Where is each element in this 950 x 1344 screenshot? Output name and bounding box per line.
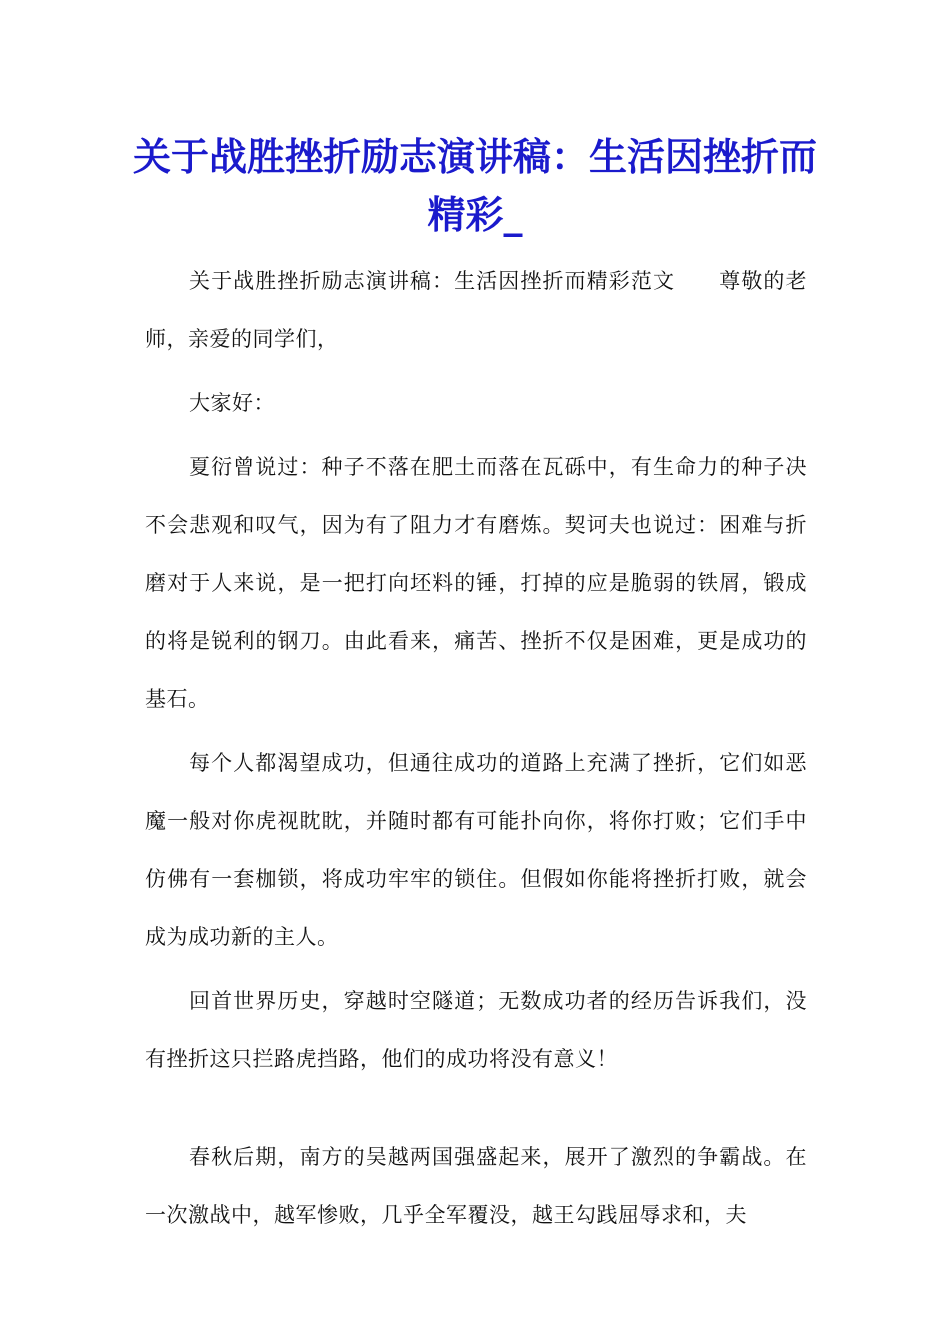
paragraph-intro: 关于战胜挫折励志演讲稿：生活因挫折而精彩范文 尊敬的老师，亲爱的同学们，	[145, 269, 807, 351]
paragraph-greeting: 大家好：	[189, 391, 275, 415]
document-body	[145, 252, 807, 1250]
document-title: 关于战胜挫折励志演讲稿：生活因挫折而精彩_	[132, 134, 817, 237]
paragraph-history: 回首世界历史，穿越时空隧道；无数成功者的经历告诉我们，没有挫折这只拦路虎挡路，他们的成功将没有意义！	[145, 989, 807, 1071]
paragraph-quotes: 夏衍曾说过：种子不落在肥土而落在瓦砾中，有生命力的种子决不会悲观和叹气，因为有了阻力才有磨炼。契诃夫也说过：困难与折磨对于人来说，是一把打向坯料的锤，打掉的应是脆弱的铁屑，锻成的将是锐利的钢刀。由此看来，痛苦、挫折不仅是困难，更是成功的基石。	[145, 455, 807, 711]
paragraph-spring-autumn: 春秋后期，南方的吴越两国强盛起来，展开了激烈的争霸战。在一次激战中，越军惨败，几乎全军覆没，越王勾践屈辱求和，夫	[145, 1145, 807, 1227]
paragraph-success: 每个人都渴望成功，但通往成功的道路上充满了挫折，它们如恶魔一般对你虎视眈眈，并随时都有可能扑向你，将你打败；它们手中仿佛有一套枷锁，将成功牢牢的锁住。但假如你能将挫折打败，就会成为成功新的主人。	[145, 751, 807, 949]
